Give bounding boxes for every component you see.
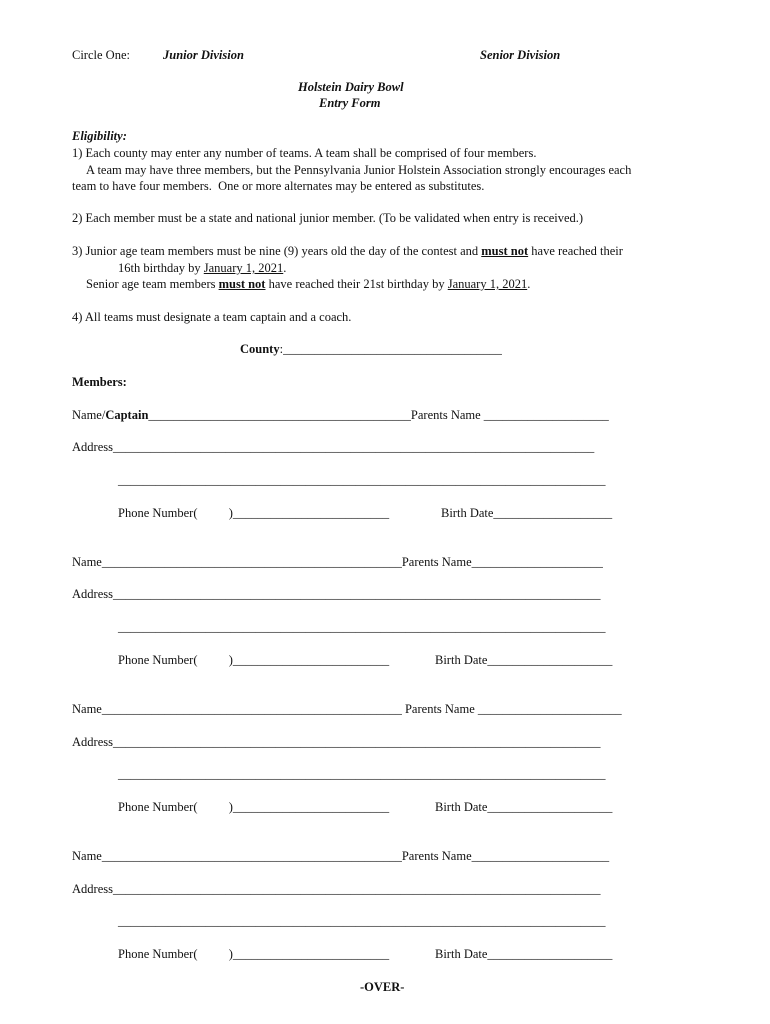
must-not-emphasis: must not [218, 277, 266, 291]
rule-3-line-3: Senior age team members must not have reached their 21st birthday by January 1, 2021. [86, 277, 531, 291]
member-3-name-row[interactable]: Name________________________________________________ Parents Name _______________________ [72, 702, 622, 716]
member-4-name-row[interactable]: Name________________________________________________Parents Name______________________ [72, 849, 610, 863]
rule-1-line-2: A team may have three members, but the Pennsylvania Junior Holstein Association strongly encourages each [86, 163, 632, 177]
senior-division-option[interactable]: Senior Division [480, 48, 561, 62]
member-2-phone-field[interactable]: Phone Number( )_________________________ [118, 653, 390, 667]
member-4-phone-field[interactable]: Phone Number( )_________________________ [118, 947, 390, 961]
eligibility-heading: Eligibility: [72, 129, 127, 143]
rule-4: 4) All teams must designate a team captain and a coach. [72, 310, 352, 324]
county-field[interactable] [240, 343, 502, 356]
junior-division-option[interactable]: Junior Division [163, 48, 244, 62]
form-title: Holstein Dairy Bowl [298, 80, 404, 94]
members-heading: Members: [72, 375, 127, 389]
must-not-emphasis: must not [481, 244, 529, 258]
captain-address-line-1[interactable]: Address_____________________________________________________________________________ [72, 440, 595, 454]
member-2-name-row[interactable]: Name________________________________________________Parents Name_____________________ [72, 555, 603, 569]
member-2-address-line-1[interactable]: Address______________________________________________________________________________ [72, 587, 601, 601]
captain-birth-date-field[interactable]: Birth Date___________________ [441, 506, 613, 520]
captain-phone-field[interactable]: Phone Number( )_________________________ [118, 506, 390, 520]
over-footer: -OVER- [360, 980, 405, 994]
member-3-address-line-1[interactable]: Address______________________________________________________________________________ [72, 735, 601, 749]
rule-3-line-1: 3) Junior age team members must be nine (9) years old the day of the contest and must not have reached their [72, 244, 623, 258]
member-4-address-line-1[interactable]: Address______________________________________________________________________________ [72, 882, 601, 896]
captain-address-line-2[interactable]: ______________________________________________________________________________ [118, 473, 606, 487]
rule-1-line-3: team to have four members. One or more alternates may be entered as substitutes. [72, 179, 485, 193]
member-3-address-line-2[interactable]: ______________________________________________________________________________ [118, 767, 606, 781]
captain-name-row[interactable]: Name/Captain__________________________________________Parents Name ____________________ [72, 408, 609, 422]
rule-1-line-1: 1) Each county may enter any number of teams. A team shall be comprised of four members. [72, 146, 537, 160]
member-2-address-line-2[interactable]: ______________________________________________________________________________ [118, 620, 606, 634]
member-4-birth-date-field[interactable]: Birth Date____________________ [435, 947, 613, 961]
deadline-date: January 1, 2021 [447, 277, 528, 291]
county-label: County [240, 342, 280, 356]
member-3-birth-date-field[interactable]: Birth Date____________________ [435, 800, 613, 814]
rule-3-line-2: 16th birthday by January 1, 2021. [118, 261, 287, 275]
circle-one-label: Circle One: [72, 48, 130, 62]
member-3-phone-field[interactable]: Phone Number( )_________________________ [118, 800, 390, 814]
deadline-date: January 1, 2021 [203, 261, 284, 275]
member-4-address-line-2[interactable]: ______________________________________________________________________________ [118, 914, 606, 928]
member-2-birth-date-field[interactable]: Birth Date____________________ [435, 653, 613, 667]
county-line: :___________________________________ [279, 342, 502, 356]
rule-2: 2) Each member must be a state and national junior member. (To be validated when entry is received.) [72, 211, 584, 225]
form-subtitle: Entry Form [319, 96, 381, 110]
